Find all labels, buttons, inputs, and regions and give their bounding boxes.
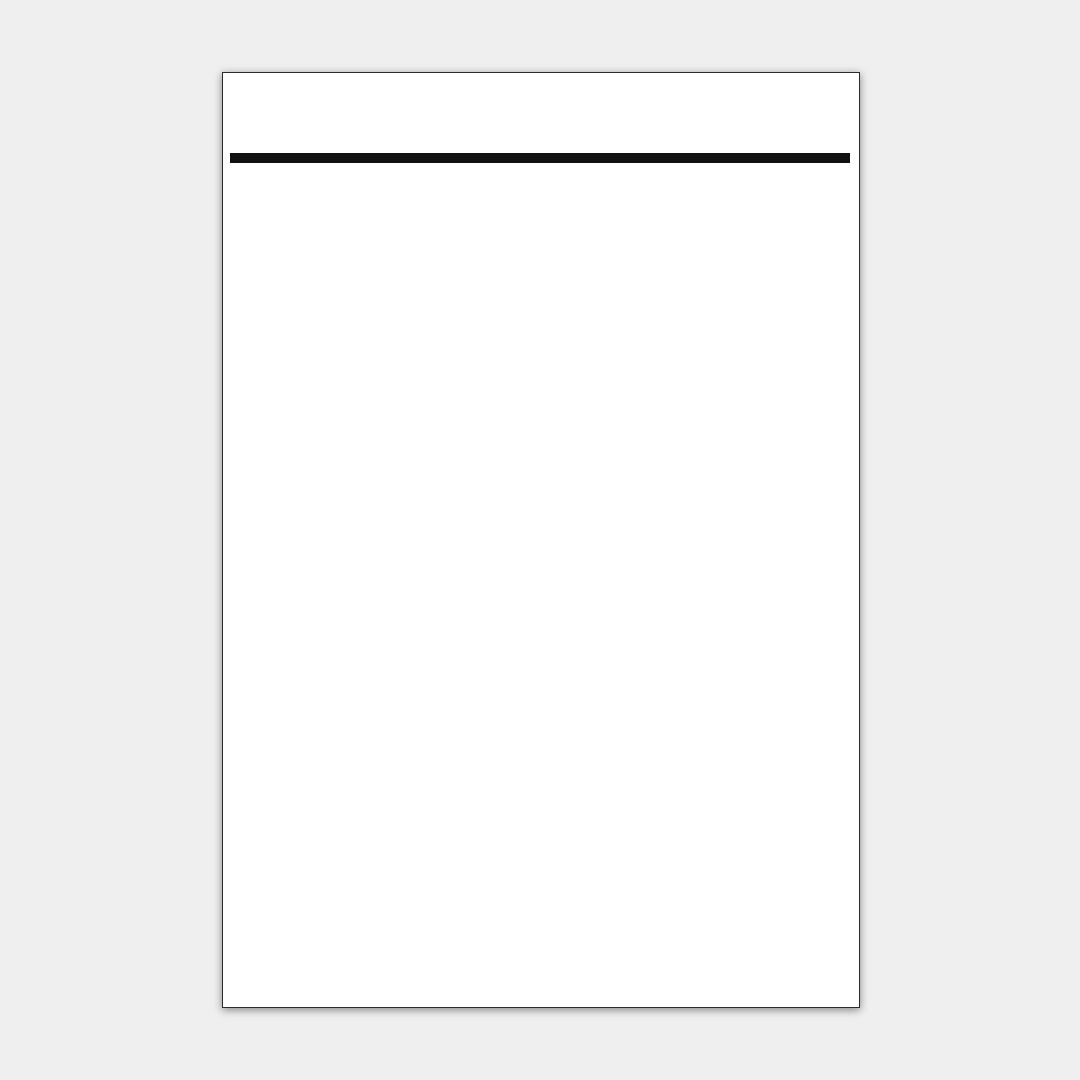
supplement-facts-panel	[222, 72, 860, 1008]
header-bar	[230, 153, 850, 163]
